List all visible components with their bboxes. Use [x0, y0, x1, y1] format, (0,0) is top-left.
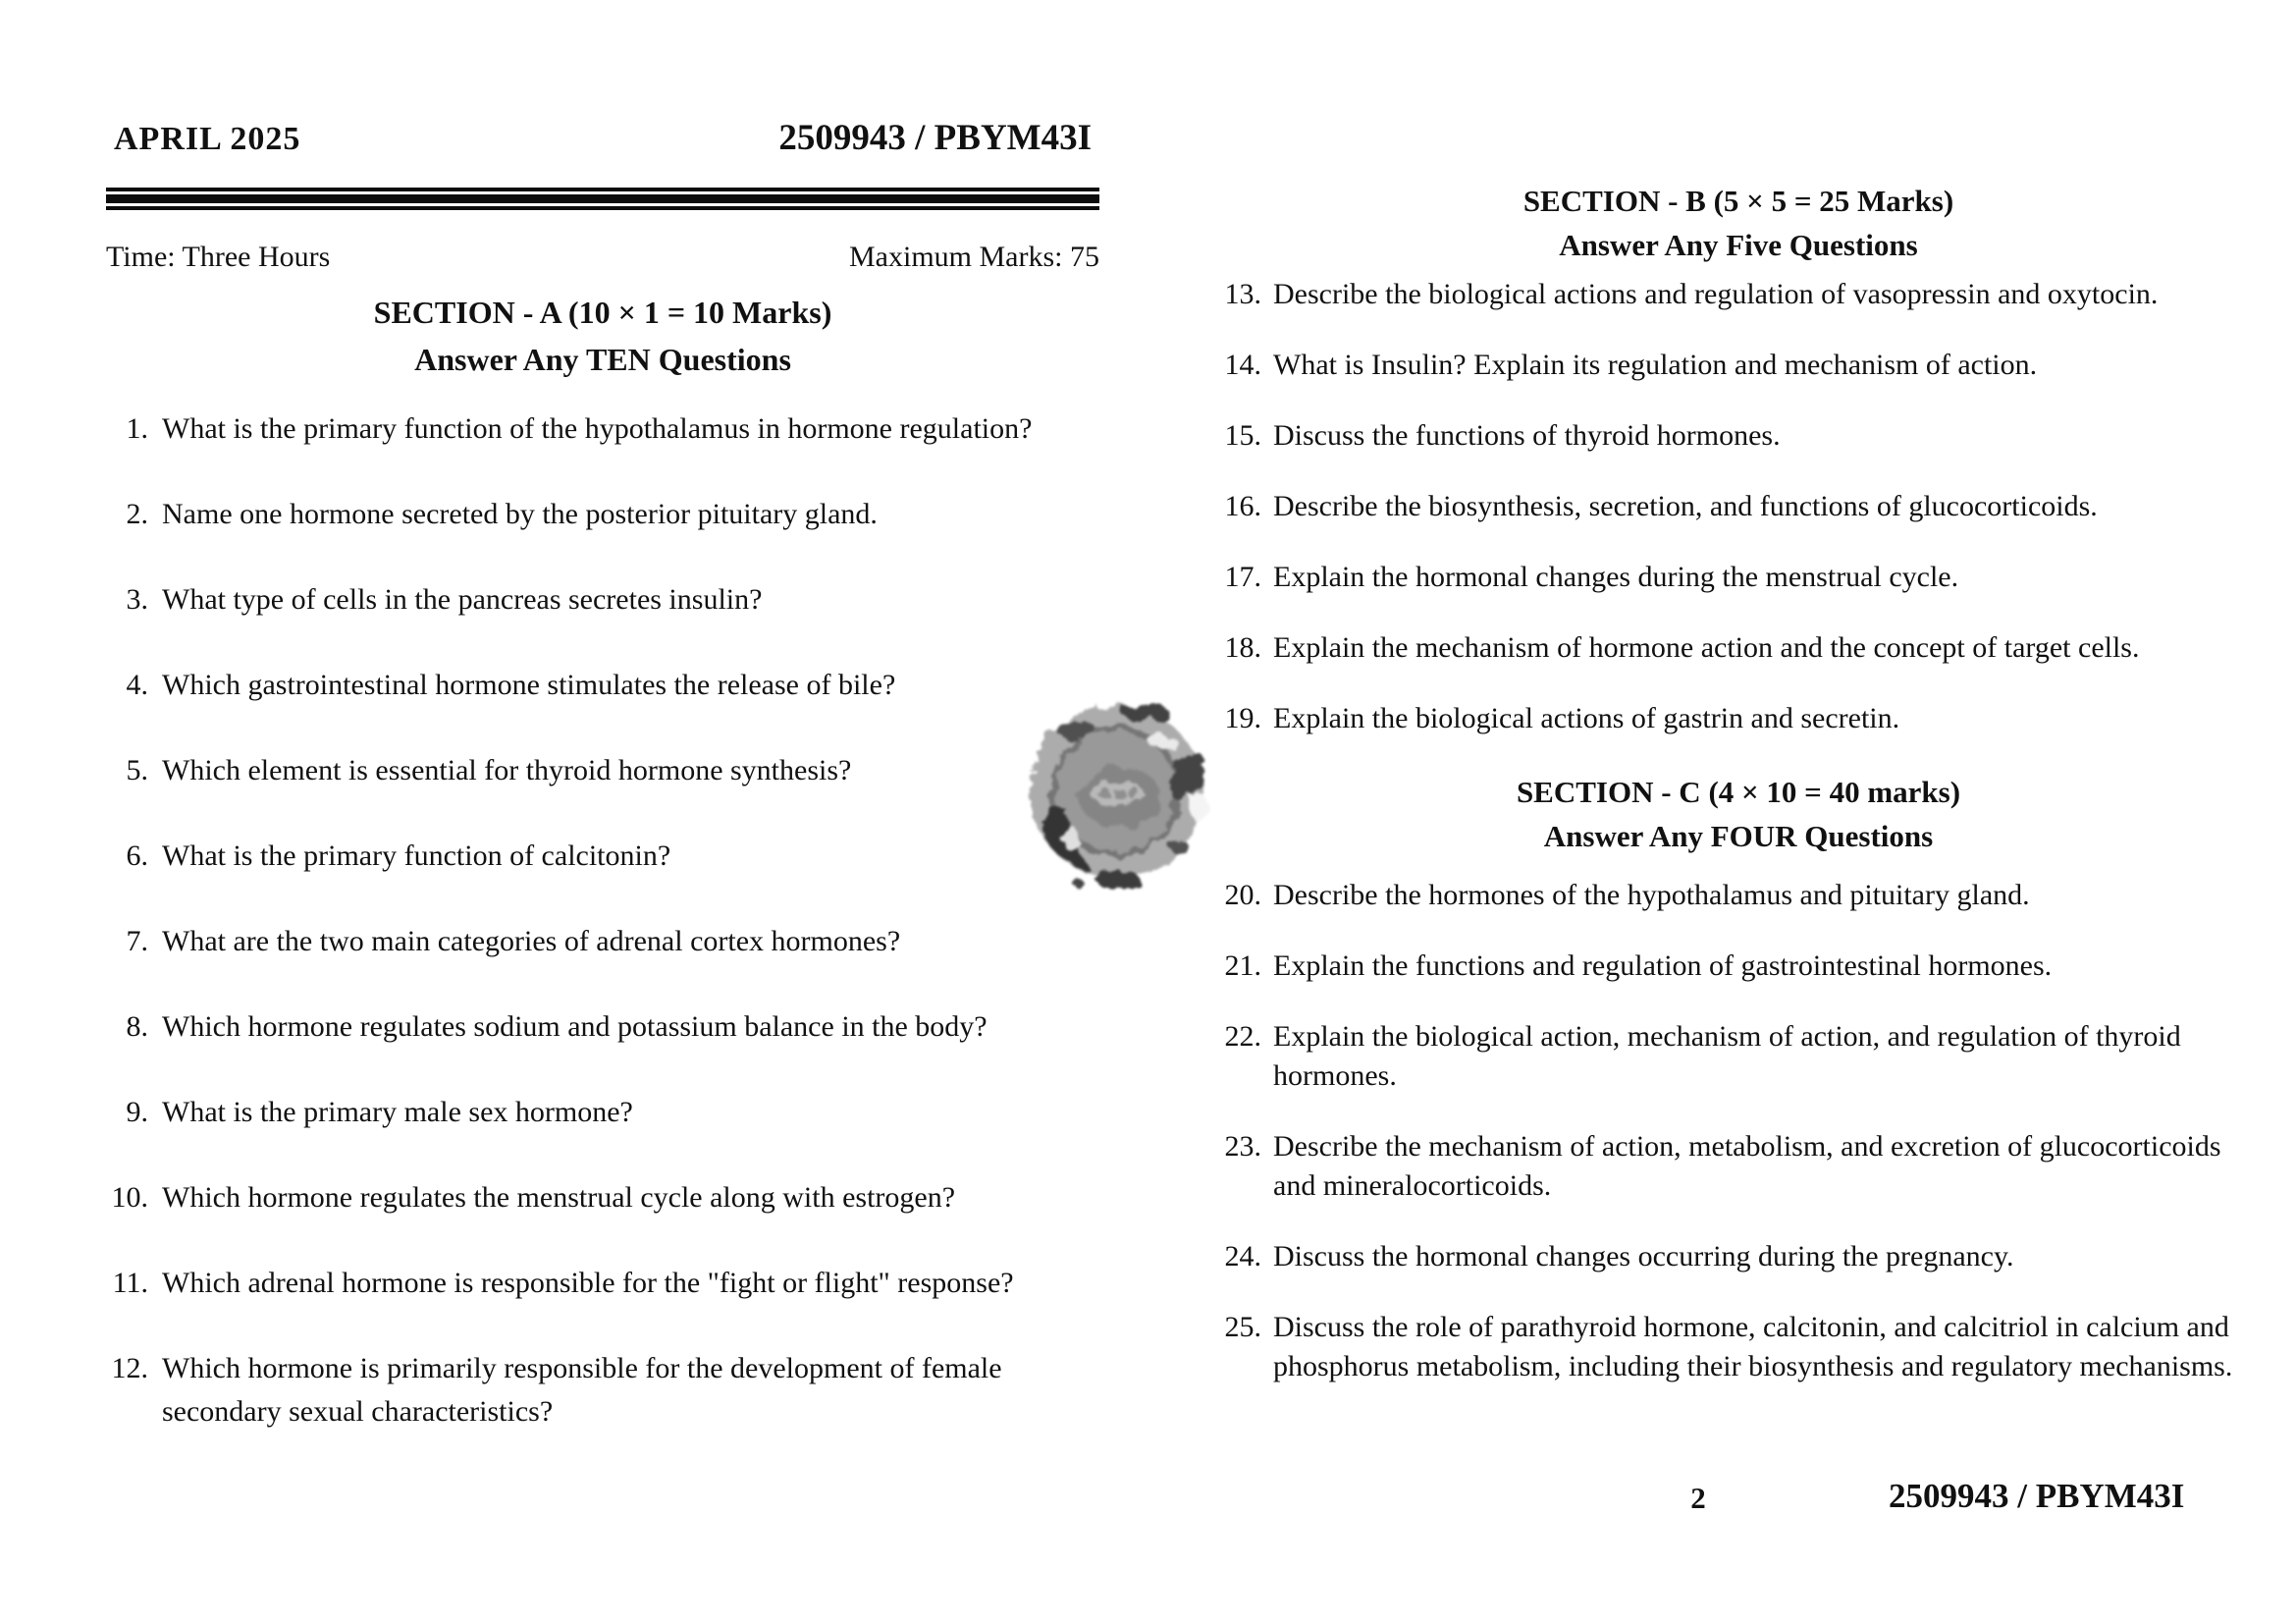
question-item — [1214, 487, 2263, 526]
question-number: 23. — [1224, 1130, 1261, 1163]
question-number: 8. — [126, 1010, 148, 1043]
question-text: Explain the hormonal changes during the menstrual cycle. — [1273, 561, 1959, 593]
question-text: Discuss the hormonal changes occurring during the pregnancy. — [1273, 1240, 2014, 1272]
question-item — [106, 578, 1099, 622]
paper-code-footer: 2509943 / PBYM43I — [1889, 1477, 2185, 1515]
question-item — [1214, 1237, 2263, 1276]
maximum-marks: Maximum Marks: 75 — [849, 241, 1099, 273]
question-text: Discuss the functions of thyroid hormones. — [1273, 419, 1781, 452]
question-text: Explain the biological action, mechanism of action, and regulation of thyroid hormones. — [1273, 1020, 2181, 1092]
section-a-questions — [106, 407, 1099, 1434]
section-c-header — [1214, 770, 2263, 858]
question-text: Describe the biosynthesis, secretion, and functions of glucocorticoids. — [1273, 490, 2098, 522]
section-a-title: SECTION - A (10 × 1 = 10 Marks) — [373, 295, 832, 330]
question-text: What is the primary function of calcitonin? — [162, 839, 671, 872]
left-column — [106, 116, 1099, 1476]
rule-line-middle — [106, 194, 1099, 203]
question-text: Which hormone is primarily responsible for the development of female secondary sexual characteristics? — [162, 1352, 1002, 1428]
right-column — [1214, 179, 2263, 1418]
page-number: 2 — [1690, 1481, 1706, 1515]
section-c-title: SECTION - C (4 × 10 = 40 marks) — [1516, 775, 1961, 809]
page-header — [106, 116, 1099, 162]
question-text: What is the primary function of the hypothalamus in hormone regulation? — [162, 412, 1033, 445]
question-number: 5. — [126, 754, 148, 786]
question-item — [106, 920, 1099, 963]
double-rule-divider — [106, 188, 1099, 210]
section-b-title: SECTION - B (5 × 5 = 25 Marks) — [1522, 184, 1954, 218]
question-text: Which element is essential for thyroid hormone synthesis? — [162, 754, 852, 786]
question-number: 2. — [126, 498, 148, 530]
question-text: Explain the mechanism of hormone action and the concept of target cells. — [1273, 631, 2140, 664]
question-number: 24. — [1224, 1240, 1261, 1272]
question-item — [1214, 876, 2263, 915]
question-text: Describe the biological actions and regulation of vasopressin and oxytocin. — [1273, 278, 2159, 310]
question-number: 13. — [1224, 278, 1261, 310]
question-number: 22. — [1224, 1020, 1261, 1053]
question-number: 11. — [112, 1267, 148, 1299]
question-number: 9. — [126, 1096, 148, 1128]
question-item — [1214, 699, 2263, 738]
question-item — [1214, 628, 2263, 668]
question-item — [106, 1091, 1099, 1134]
question-number: 21. — [1224, 949, 1261, 982]
question-item — [106, 407, 1099, 451]
question-number: 20. — [1224, 879, 1261, 911]
question-text: What is Insulin? Explain its regulation and mechanism of action. — [1273, 349, 2038, 381]
question-text: Discuss the role of parathyroid hormone, calcitonin, and calcitriol in calcium and phosphorus metabolism, including their biosynthesis and regulatory mechanisms. — [1273, 1311, 2233, 1382]
question-item — [106, 664, 1099, 707]
question-number: 1. — [126, 412, 148, 445]
question-item — [1214, 947, 2263, 986]
question-number: 4. — [126, 669, 148, 701]
time-allowed: Time: Three Hours — [106, 241, 331, 273]
question-item — [1214, 1308, 2263, 1386]
question-number: 14. — [1224, 349, 1261, 381]
question-item — [1214, 1017, 2263, 1096]
section-b-header — [1214, 179, 2263, 267]
question-item — [106, 835, 1099, 878]
question-item — [106, 493, 1099, 536]
question-text: What type of cells in the pancreas secretes insulin? — [162, 583, 763, 616]
question-number: 3. — [126, 583, 148, 616]
section-c-questions — [1214, 876, 2263, 1386]
question-number: 25. — [1224, 1311, 1261, 1343]
question-item — [1214, 1127, 2263, 1206]
rule-line-top — [106, 188, 1099, 191]
rule-line-bottom — [106, 206, 1099, 210]
question-number: 7. — [126, 925, 148, 957]
question-text: What are the two main categories of adrenal cortex hormones? — [162, 925, 901, 957]
question-item — [106, 749, 1099, 792]
question-item — [1214, 275, 2263, 314]
exam-meta-row — [106, 240, 1099, 275]
question-number: 16. — [1224, 490, 1261, 522]
question-text: Describe the hormones of the hypothalamus and pituitary gland. — [1273, 879, 2030, 911]
question-text: Which hormone regulates the menstrual cycle along with estrogen? — [162, 1181, 956, 1214]
question-text: Which gastrointestinal hormone stimulates the release of bile? — [162, 669, 896, 701]
question-text: Which adrenal hormone is responsible for the "fight or flight" response? — [162, 1267, 1014, 1299]
question-text: Describe the mechanism of action, metabolism, and excretion of glucocorticoids and mineralocorticoids. — [1273, 1130, 2221, 1202]
question-item — [106, 1262, 1099, 1305]
stamp-watermark — [1016, 693, 1218, 895]
question-number: 18. — [1224, 631, 1261, 664]
question-item — [1214, 346, 2263, 385]
question-text: Name one hormone secreted by the posterior pituitary gland. — [162, 498, 878, 530]
question-number: 10. — [111, 1181, 148, 1214]
question-number: 6. — [126, 839, 148, 872]
question-text: What is the primary male sex hormone? — [162, 1096, 633, 1128]
section-a-subtitle: Answer Any TEN Questions — [414, 342, 791, 377]
question-item — [1214, 416, 2263, 456]
question-number: 17. — [1224, 561, 1261, 593]
question-number: 19. — [1224, 702, 1261, 734]
question-item — [106, 1005, 1099, 1049]
question-item — [106, 1347, 1099, 1434]
stamp-watermark-graphic — [1016, 693, 1218, 895]
question-text: Explain the biological actions of gastrin and secretin. — [1273, 702, 1900, 734]
exam-date: APRIL 2025 — [114, 121, 301, 157]
section-a-header — [106, 289, 1099, 383]
question-item — [1214, 558, 2263, 597]
section-c-subtitle: Answer Any FOUR Questions — [1543, 819, 1934, 853]
section-b-questions — [1214, 275, 2263, 738]
question-text: Which hormone regulates sodium and potassium balance in the body? — [162, 1010, 988, 1043]
question-number: 12. — [111, 1352, 148, 1384]
question-text: Explain the functions and regulation of gastrointestinal hormones. — [1273, 949, 2053, 982]
question-item — [106, 1176, 1099, 1219]
paper-code-header: 2509943 / PBYM43I — [778, 118, 1092, 158]
section-b-subtitle: Answer Any Five Questions — [1559, 228, 1918, 262]
question-number: 15. — [1224, 419, 1261, 452]
